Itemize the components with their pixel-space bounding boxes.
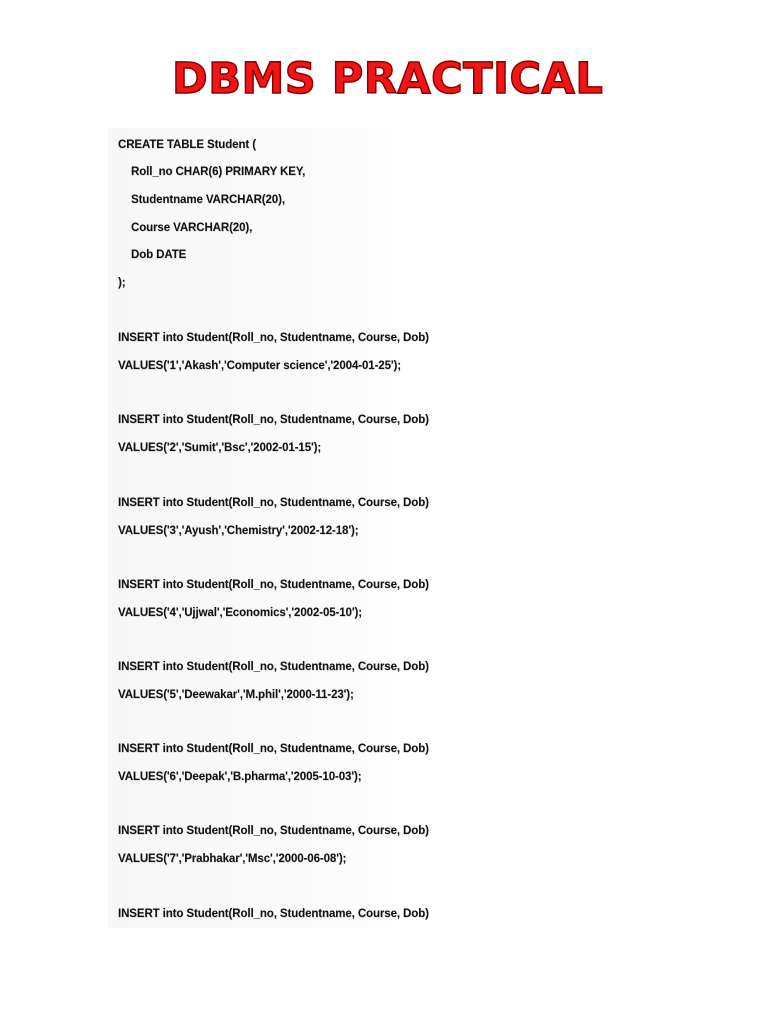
code-line-values: VALUES('1','Akash','Computer science','2004-01-25'); xyxy=(118,360,401,372)
code-line-values: VALUES('6','Deepak','B.pharma','2005-10-03'); xyxy=(118,771,362,783)
code-line-create-close: ); xyxy=(118,277,126,289)
code-line-column-roll-no: Roll_no CHAR(6) PRIMARY KEY, xyxy=(131,166,306,178)
code-line-column-studentname: Studentname VARCHAR(20), xyxy=(131,194,285,206)
code-line-insert: INSERT into Student(Roll_no, Studentname, Course, Dob) xyxy=(118,579,429,591)
code-line-insert: INSERT into Student(Roll_no, Studentname, Course, Dob) xyxy=(118,743,429,755)
page-title: DBMS PRACTICAL xyxy=(172,54,604,104)
code-line-values: VALUES('3','Ayush','Chemistry','2002-12-18'); xyxy=(118,525,359,537)
code-line-column-course: Course VARCHAR(20), xyxy=(131,222,253,234)
code-line-column-dob: Dob DATE xyxy=(131,249,187,261)
code-line-insert: INSERT into Student(Roll_no, Studentname, Course, Dob) xyxy=(118,414,429,426)
code-line-values: VALUES('7','Prabhakar','Msc','2000-06-08'); xyxy=(118,853,347,865)
code-line-insert: INSERT into Student(Roll_no, Studentname, Course, Dob) xyxy=(118,908,429,920)
code-line-insert: INSERT into Student(Roll_no, Studentname, Course, Dob) xyxy=(118,332,429,344)
code-line-values: VALUES('4','Ujjwal','Economics','2002-05-10'); xyxy=(118,607,362,619)
code-line-values: VALUES('5','Deewakar','M.phil','2000-11-23'); xyxy=(118,689,354,701)
code-line-insert: INSERT into Student(Roll_no, Studentname, Course, Dob) xyxy=(118,497,429,509)
code-line-insert: INSERT into Student(Roll_no, Studentname, Course, Dob) xyxy=(118,825,429,837)
code-line-values: VALUES('2','Sumit','Bsc','2002-01-15'); xyxy=(118,442,322,454)
code-line-insert: INSERT into Student(Roll_no, Studentname, Course, Dob) xyxy=(118,661,429,673)
code-line-create-table: CREATE TABLE Student ( xyxy=(118,139,256,151)
